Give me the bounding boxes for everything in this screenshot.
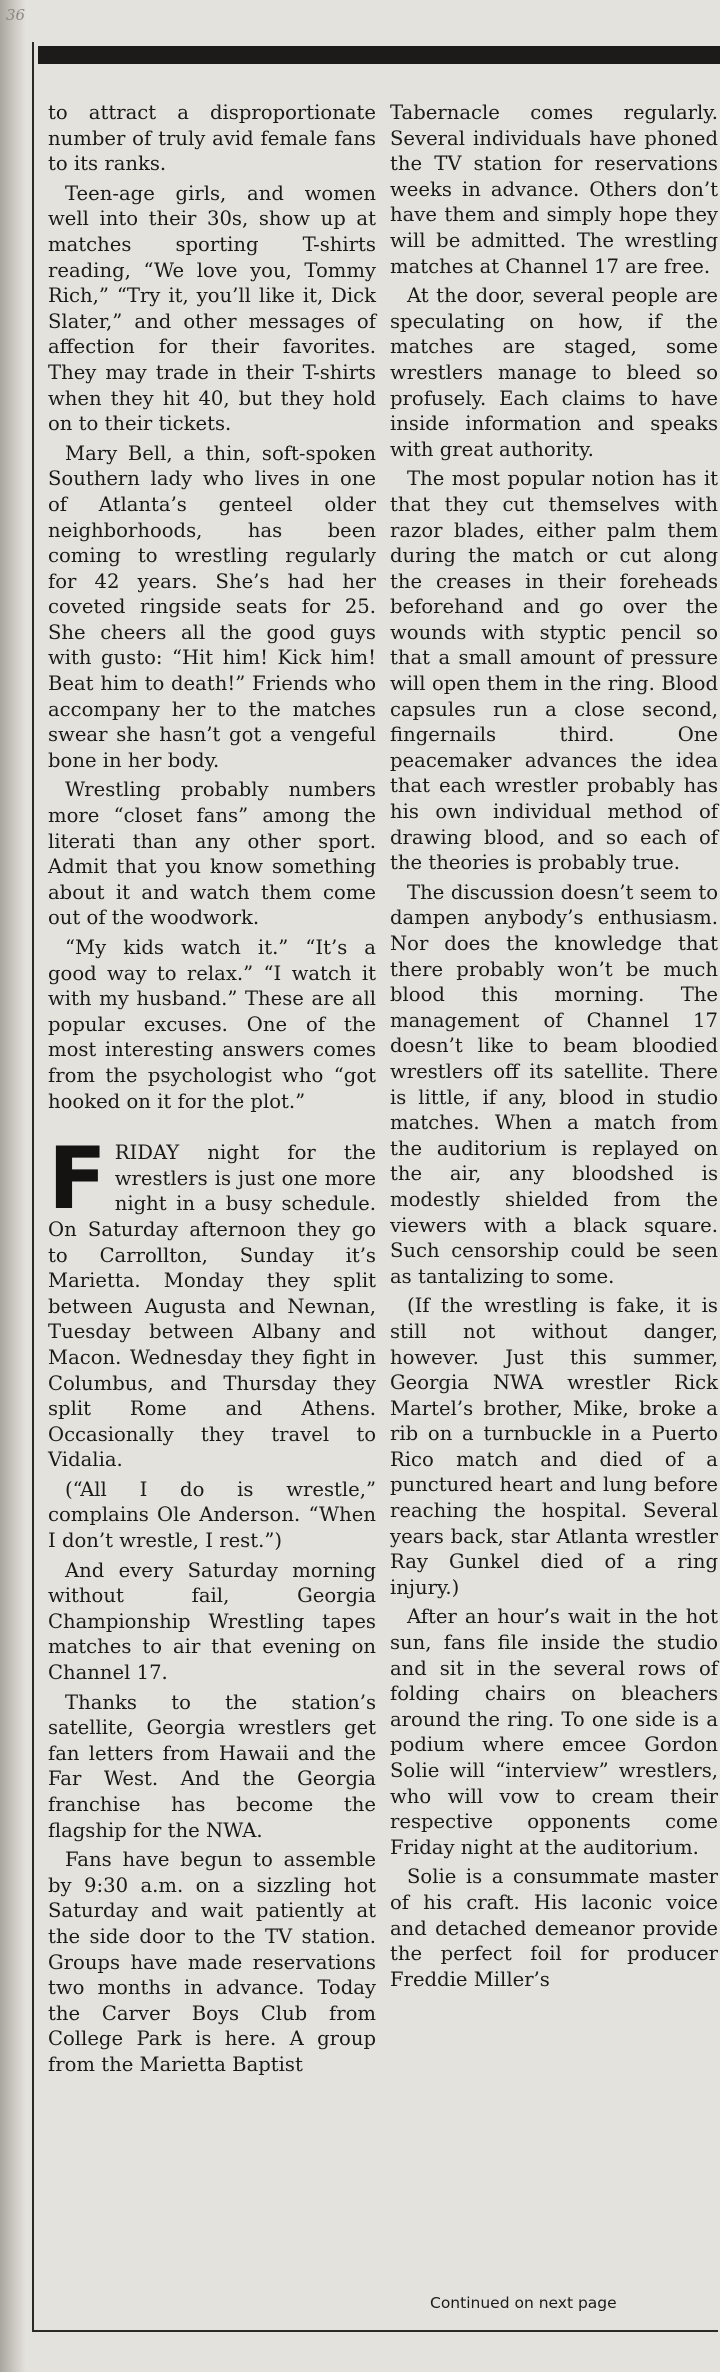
left-paragraph-3: Mary Bell, a thin, soft-spoken Southern lady who lives in one of Atlanta’s genteel older neighborhoods, has been coming to wrestling regularly for 42 years. She’s had her coveted ringside seats for 25. She cheers all the good guys with gusto: “Hit him! Kick him! Beat him to death!” Friends who accompany her to the matches swear she hasn’t got a vengeful bone in her body. [48,441,376,772]
left-paragraph-7: (“All I do is wrestle,” complains Ole Anderson. “When I don’t wrestle, I rest.”) [48,1477,376,1553]
left-paragraph-9: Thanks to the station’s satellite, Georgia wrestlers get fan letters from Hawaii and the Far West. And the Georgia franchise has become the flagship for the NWA. [48,1690,376,1842]
right-paragraph-6: After an hour’s wait in the hot sun, fans file inside the studio and sit in the several rows of folding chairs on bleachers around the ring. To one side is a podium where emcee Gordon Solie will “interview” wrestlers, who will vow to cream their respective opponents come Friday night at the auditorium. [390,1605,718,1859]
top-rule [38,46,720,64]
left-column [48,100,376,2082]
left-paragraph-5: “My kids watch it.” “It’s a good way to relax.” “I watch it with my husband.” These are all popular excuses. One of the most interesting answers comes from the psychologist who “got hooked on it for the plot.” [48,936,376,1113]
right-paragraph-2: At the door, several people are speculating on how, if the matches are staged, some wrestlers manage to bleed so profusely. Each claims to have inside information and speaks with great authority. [390,284,718,461]
right-paragraph-5: (If the wrestling is fake, it is still not without danger, however. Just this summer, Georgia NWA wrestler Rick Martel’s brother, Mike, broke a rib on a turnbuckle in a Puerto Rico match and died of a punctured heart and lung before reaching the hospital. Several years back, star Atlanta wrestler Ray Gunkel died of a ring injury.) [390,1294,718,1599]
page-edge-shadow [0,0,26,2372]
right-paragraph-7: Solie is a consummate master of his craft. His laconic voice and detached demeanor provide the perfect foil for producer Freddie Miller’s [390,1865,718,1991]
left-paragraph-1: to attract a disproportionate number of truly avid female fans to its ranks. [48,101,376,176]
left-paragraph-2: Teen-age girls, and women well into their 30s, show up at matches sporting T-shirts reading, “We love you, Tommy Rich,” “Try it, you’ll like it, Dick Slater,” and other messages of affection for their favorites. They may trade in their T-shirts when they hit 40, but they hold on to their tickets. [48,181,376,436]
left-paragraph-8: And every Saturday morning without fail, Georgia Championship Wrestling tapes matches to air that evening on Channel 17. [48,1558,376,1685]
right-column [390,100,718,1996]
left-paragraph-4: Wrestling probably numbers more “closet fans” among the literati than any other sport. Admit that you know something about it and watch them come out of the woodwork. [48,778,376,930]
continued-note[interactable]: Continued on next page [430,2294,617,2312]
page-number: 36 [6,6,26,24]
right-paragraph-4: The discussion doesn’t seem to dampen anybody’s enthusiasm. Nor does the knowledge that there probably won’t be much blood this morning. The management of Channel 17 doesn’t like to beam bloodied wrestlers off its satellite. There is little, if any, blood in studio matches. When a match from the auditorium is replayed on the air, any bloodshed is modestly shielded from the viewers with a black square. Such censorship could be seen as tantalizing to some. [390,880,718,1288]
dropcap-letter: F [48,1129,107,1230]
right-paragraph-1: Tabernacle comes regularly. Several individuals have phoned the TV station for reservations weeks in advance. Others don’t have them and simply hope they will be admitted. The wrestling matches at Channel 17 are free. [390,101,718,278]
dropcap-paragraph-text: RIDAY night for the wrestlers is just one more night in a busy schedule. On Saturday afternoon they go to Carrollton, Sunday it’s Marietta. Monday they split between Augusta and Newnan, Tuesday between Albany and Macon. Wednesday they fight in Columbus, and Thursday they split Rome and Athens. Occasionally they travel to Vidalia. [48,1141,376,1472]
dropcap-paragraph [48,1129,376,1473]
left-paragraph-10: Fans have begun to assemble by 9:30 a.m. on a sizzling hot Saturday and wait patiently at the side door to the TV station. Groups have made reservations two months in advance. Today the Carver Boys Club from College Park is here. A group from the Marietta Baptist [48,1848,376,2076]
right-paragraph-3: The most popular notion has it that they cut themselves with razor blades, either palm them during the match or cut along the creases in their foreheads beforehand and go over the wounds with styptic pencil so that a small amount of pressure will open them in the ring. Blood capsules run a close second, fingernails third. One peacemaker advances the idea that each wrestler probably has his own individual method of drawing blood, and so each of the theories is probably true. [390,467,718,875]
